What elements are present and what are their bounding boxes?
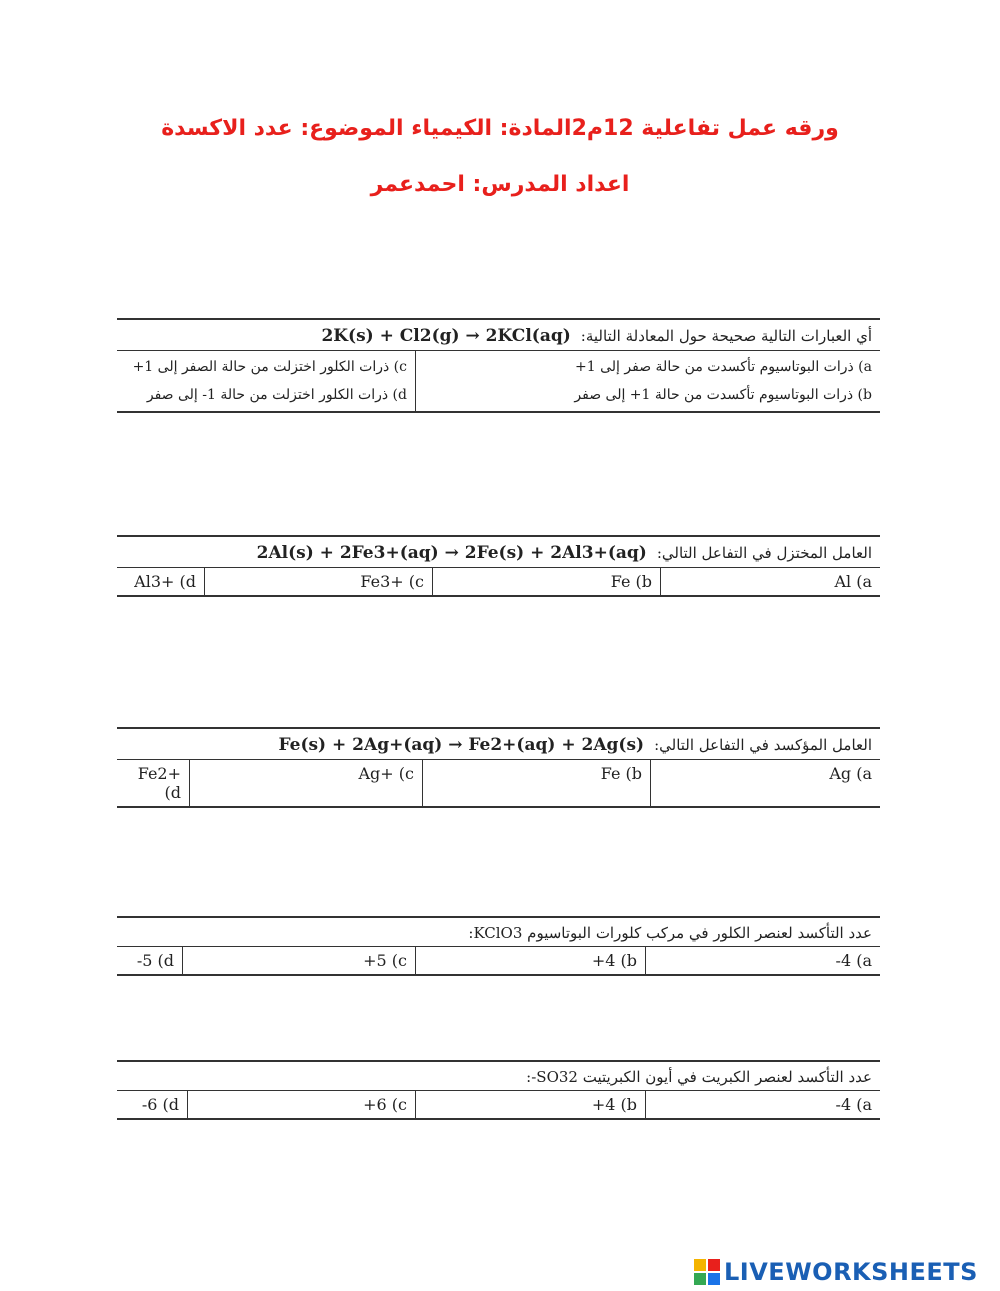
liveworksheets-logo-icon xyxy=(694,1259,720,1285)
question-3-stem xyxy=(117,727,880,760)
option-a[interactable]: a) ذرات البوتاسيوم تأكسدت من حالة صفر إلى 1+ xyxy=(575,359,872,375)
option-b[interactable]: b) ذرات البوتاسيوم تأكسدت من حالة 1+ إلى صفر xyxy=(574,387,872,403)
question-3-equation: Fe(s) + 2Ag+(aq) → Fe2+(aq) + 2Ag(s) xyxy=(278,735,645,755)
option-c[interactable]: Fe3+ (c xyxy=(204,568,432,595)
question-5 xyxy=(117,1060,880,1120)
liveworksheets-logo xyxy=(694,1257,978,1287)
option-b[interactable]: +4 (b xyxy=(415,947,645,974)
option-a[interactable]: -4 (a xyxy=(645,1091,880,1118)
question-5-stem xyxy=(117,1060,880,1091)
option-c[interactable]: c) ذرات الكلور اختزلت من حالة الصفر إلى 1+ xyxy=(132,359,407,375)
worksheet-title: ورقه عمل تفاعلية 12م2المادة: الكيمياء الموضوع: عدد الاكسدة xyxy=(161,116,839,141)
brand-name: LIVEWORKSHEETS xyxy=(724,1258,978,1286)
question-2-prompt: العامل المختزل في التفاعل التالي: xyxy=(656,544,872,562)
question-4 xyxy=(117,916,880,976)
question-4-prompt: عدد التأكسد لعنصر الكلور في مركب كلورات البوتاسيوم KClO3: xyxy=(468,924,872,942)
option-d[interactable]: d) ذرات الكلور اختزلت من حالة 1- إلى صفر xyxy=(146,387,407,403)
option-d[interactable]: -6 (d xyxy=(141,1095,179,1114)
option-a[interactable]: -4 (a xyxy=(645,947,880,974)
option-c[interactable]: +6 (c xyxy=(187,1091,415,1118)
question-2-stem xyxy=(117,535,880,568)
question-1-prompt: أي العبارات التالية صحيحة حول المعادلة التالية: xyxy=(580,327,872,345)
option-d[interactable]: Al3+ (d xyxy=(134,572,196,591)
question-5-prompt: عدد التأكسد لعنصر الكبريت في أيون الكبريتيت SO32-: xyxy=(526,1068,872,1086)
option-b[interactable]: +4 (b xyxy=(415,1091,645,1118)
option-b[interactable]: Fe (b xyxy=(422,760,650,806)
option-a[interactable]: Al (a xyxy=(660,568,880,595)
question-1-stem xyxy=(117,318,880,351)
question-1 xyxy=(117,318,880,413)
option-b[interactable]: Fe (b xyxy=(432,568,660,595)
question-3 xyxy=(117,727,880,808)
option-d[interactable]: -5 (d xyxy=(136,951,174,970)
question-2 xyxy=(117,535,880,597)
option-c[interactable]: Ag+ (c xyxy=(189,760,422,806)
question-1-equation: 2K(s) + Cl2(g) → 2KCl(aq) xyxy=(321,326,571,346)
option-c[interactable]: +5 (c xyxy=(182,947,415,974)
option-d[interactable]: Fe2+ (d xyxy=(137,764,181,802)
option-a[interactable]: Ag (a xyxy=(650,760,880,806)
question-3-prompt: العامل المؤكسد في التفاعل التالي: xyxy=(654,736,872,754)
question-4-stem xyxy=(117,916,880,947)
question-2-equation: 2Al(s) + 2Fe3+(aq) → 2Fe(s) + 2Al3+(aq) xyxy=(256,543,647,563)
teacher-name: اعداد المدرس: احمدعمر xyxy=(370,172,630,197)
